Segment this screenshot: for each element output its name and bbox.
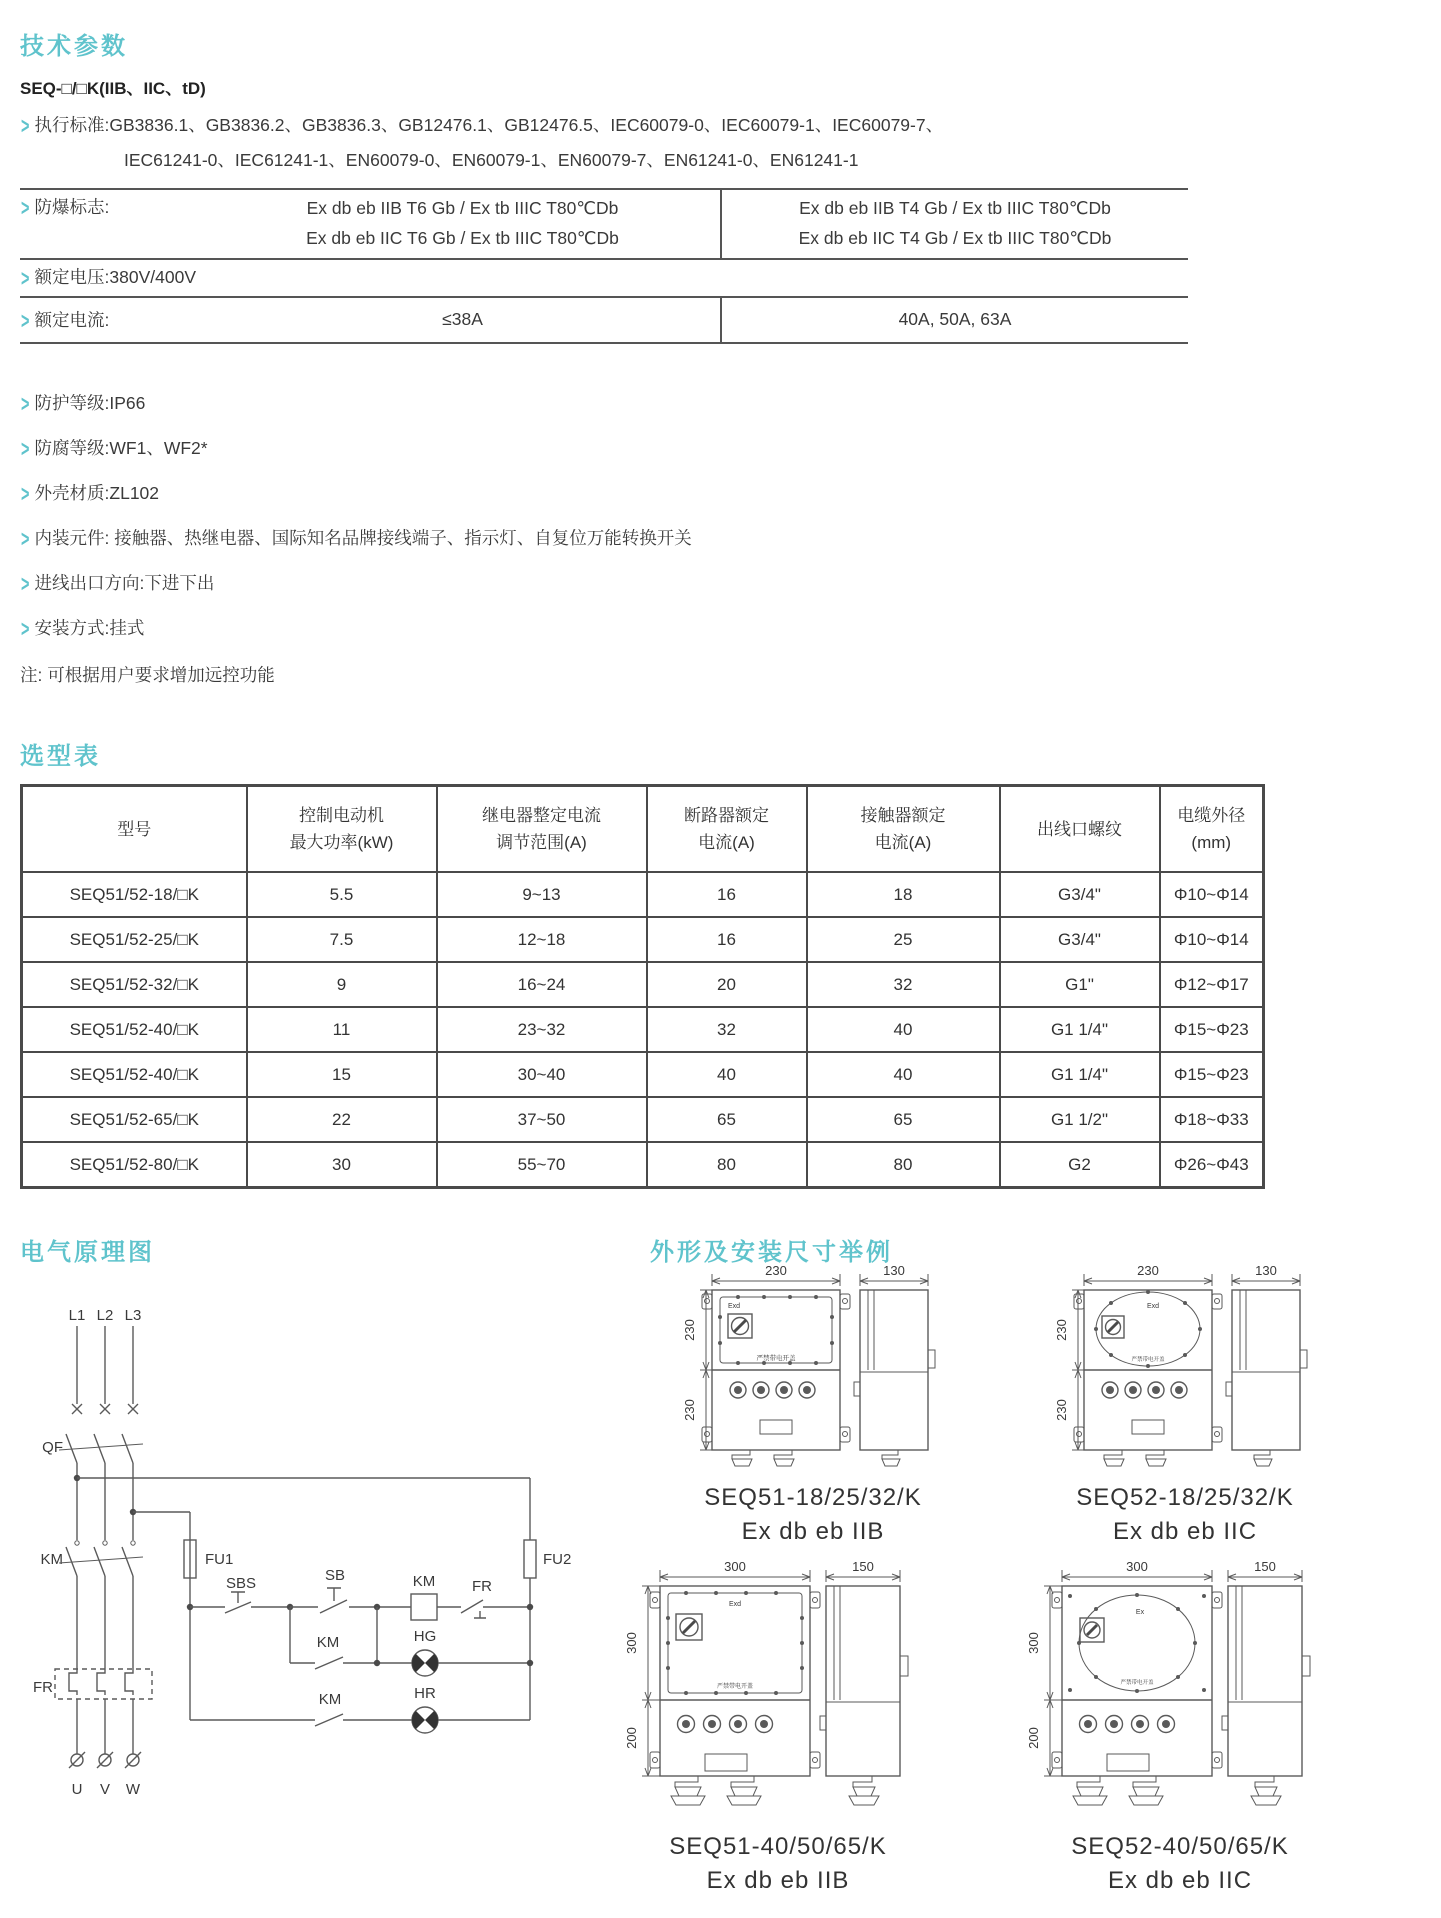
drawing-caption: SEQ51-40/50/65/K [669, 1833, 887, 1860]
table-cell: 32 [647, 1007, 807, 1052]
selection-table-body [22, 872, 1264, 1188]
table-header-cell: 型号 [22, 786, 247, 873]
drawing-ex-mark: Ex db eb IIB [741, 1518, 885, 1545]
table-cell: 80 [647, 1142, 807, 1188]
table-cell: SEQ51/52-80/□K [22, 1142, 247, 1188]
table-cell: 65 [807, 1097, 1000, 1142]
fr-contact-label: FR [472, 1578, 492, 1595]
spec-row-enclosure [20, 480, 1188, 505]
spec-value: 接触器、热继电器、国际知名品牌接线端子、指示灯、自复位万能转换开关 [109, 528, 692, 548]
spec-row-entry [20, 570, 1188, 595]
dim-lower-label: 230 [682, 1399, 697, 1421]
terminal-u-label: U [71, 1781, 83, 1798]
table-cell: 30~40 [437, 1052, 647, 1097]
selection-table [20, 784, 1265, 1189]
selection-table-header-row [22, 786, 1264, 873]
table-cell: 25 [807, 917, 1000, 962]
km-coil-label: KM [412, 1573, 436, 1590]
table-cell: 32 [807, 962, 1000, 1007]
spec-label: 进线出口方向: [34, 573, 145, 593]
sb-label: SB [324, 1567, 346, 1584]
spec-label: 防护等级: [34, 393, 110, 413]
table-cell: 22 [247, 1097, 437, 1142]
drawing-caption: SEQ52-40/50/65/K [1071, 1833, 1289, 1860]
spec-value: 下进下出 [144, 573, 215, 593]
chevron-icon: > [21, 435, 30, 462]
dim-depth-label: 150 [852, 1559, 874, 1574]
dim-depth-label: 150 [1254, 1559, 1276, 1574]
table-cell: SEQ51/52-65/□K [22, 1097, 247, 1142]
dim-width-label: 230 [765, 1263, 787, 1278]
km-aux1-label: KM [316, 1634, 340, 1651]
drawing-ex-mark: Ex db eb IIC [1107, 1867, 1253, 1894]
phase-l2-label: L2 [96, 1307, 114, 1324]
table-cell: 15 [247, 1052, 437, 1097]
spec-value-line2: IEC61241-0、IEC61241-1、EN60079-0、EN60079-1、EN60079-7、EN61241-0、EN61241-1 [124, 150, 859, 170]
terminal-w-label: W [125, 1781, 141, 1798]
drawing-seq52-small-views [1020, 1262, 1350, 1467]
table-cell: G1" [1000, 962, 1160, 1007]
table-row [22, 872, 1264, 917]
dim-width-label: 300 [724, 1559, 746, 1574]
cover-warning-text: 严禁带电开盖 [716, 1684, 754, 1690]
spec-row-components [20, 525, 1188, 550]
table-cell: Φ12~Φ17 [1160, 962, 1264, 1007]
table-cell: 16~24 [437, 962, 647, 1007]
table-cell: 30 [247, 1142, 437, 1188]
table-cell: G1 1/4" [1000, 1007, 1160, 1052]
spec-row-standards [20, 112, 1188, 190]
table-cell: Φ26~Φ43 [1160, 1142, 1264, 1188]
chevron-icon: > [21, 615, 30, 642]
drawing-seq51-large [598, 1556, 958, 1895]
drawing-seq51-large-views [598, 1556, 958, 1816]
chevron-icon: > [21, 194, 30, 221]
model-code: SEQ-□/□K(IIB、IIC、tD) [20, 79, 206, 98]
cover-warning-text: 严禁带电开盖 [1120, 1680, 1154, 1686]
table-cell: SEQ51/52-40/□K [22, 1007, 247, 1052]
table-cell: G1 1/2" [1000, 1097, 1160, 1142]
section-title-selection: 选型表 [20, 743, 101, 770]
table-cell: 16 [647, 872, 807, 917]
table-cell: Φ10~Φ14 [1160, 872, 1264, 917]
spec-row-ip [20, 390, 1188, 415]
table-cell: 11 [247, 1007, 437, 1052]
table-row [22, 1052, 1264, 1097]
table-cell: SEQ51/52-18/□K [22, 872, 247, 917]
chevron-icon: > [21, 307, 30, 334]
spec-label: 安装方式: [34, 618, 110, 638]
spec-row-note [20, 662, 1188, 687]
chevron-icon: > [21, 525, 30, 552]
spec-label: 执行标准: [34, 115, 110, 135]
hg-lamp-label: HG [413, 1628, 437, 1645]
terminal-v-label: V [99, 1781, 111, 1798]
qf-label: QF [42, 1439, 63, 1456]
spec-row-anticorrosion [20, 435, 1188, 460]
dim-lower-label: 200 [1026, 1727, 1041, 1749]
rated-current-left: ≤38A [442, 309, 483, 329]
table-cell: 20 [647, 962, 807, 1007]
chevron-icon: > [21, 570, 30, 597]
fr-relay-label: FR [33, 1679, 53, 1696]
drawing-seq52-large [1000, 1556, 1360, 1895]
table-cell: 55~70 [437, 1142, 647, 1188]
table-header-cell: 电缆外径 (mm) [1160, 786, 1264, 873]
table-cell: Φ10~Φ14 [1160, 917, 1264, 962]
table-cell: 23~32 [437, 1007, 647, 1052]
dim-width-label: 300 [1126, 1559, 1148, 1574]
table-cell: SEQ51/52-32/□K [22, 962, 247, 1007]
spec-label: 额定电流: [34, 310, 110, 330]
ex-marking-left-line1: Ex db eb IIB T6 Gb / Ex tb IIIC T80℃Db [306, 198, 619, 218]
drawing-ex-mark: Ex db eb IIB [706, 1867, 850, 1894]
drawing-ex-mark: Ex db eb IIC [1112, 1518, 1258, 1545]
dim-depth-label: 130 [1255, 1263, 1277, 1278]
table-cell: 9~13 [437, 872, 647, 917]
ex-marking-right-line1: Ex db eb IIB T4 Gb / Ex tb IIIC T80℃Db [799, 198, 1111, 218]
spec-value: WF1、WF2* [109, 438, 208, 458]
table-cell: G3/4" [1000, 872, 1160, 917]
circuit-diagram [25, 1300, 605, 1800]
dim-upper-label: 230 [1054, 1319, 1069, 1341]
spec-label: 防腐等级: [34, 438, 110, 458]
dim-upper-label: 300 [624, 1632, 639, 1654]
spec-label: 外壳材质: [34, 483, 110, 503]
km-aux2-label: KM [318, 1691, 342, 1708]
phase-l3-label: L3 [124, 1307, 142, 1324]
table-cell: Φ18~Φ33 [1160, 1097, 1264, 1142]
spec-value: ZL102 [109, 483, 160, 503]
section-title-circuit: 电气原理图 [20, 1239, 155, 1266]
table-cell: Φ15~Φ23 [1160, 1007, 1264, 1052]
table-cell: 40 [807, 1052, 1000, 1097]
table-cell: 40 [807, 1007, 1000, 1052]
drawing-seq51-small-views [648, 1262, 978, 1467]
spec-row-ex-marking [20, 188, 1188, 260]
table-cell: 65 [647, 1097, 807, 1142]
spec-value: GB3836.1、GB3836.2、GB3836.3、GB12476.1、GB12476.5、IEC60079-0、IEC60079-1、IEC60079-7、 [109, 115, 944, 135]
table-cell: 7.5 [247, 917, 437, 962]
table-row [22, 917, 1264, 962]
table-cell: 12~18 [437, 917, 647, 962]
section-title-tech-params: 技术参数 [20, 33, 128, 60]
chevron-icon: > [21, 265, 30, 291]
rated-current-right: 40A, 50A, 63A [898, 309, 1012, 329]
dim-lower-label: 200 [624, 1727, 639, 1749]
cover-ex-label: Exd [1146, 1303, 1160, 1310]
drawing-caption: SEQ51-18/25/32/K [704, 1484, 922, 1511]
km-main-label: KM [40, 1551, 63, 1568]
note-text: 注: 可根据用户要求增加远控功能 [20, 665, 275, 685]
table-header-cell: 出线口螺纹 [1000, 786, 1160, 873]
dim-upper-label: 230 [682, 1319, 697, 1341]
dim-lower-label: 230 [1054, 1399, 1069, 1421]
fu1-label: FU1 [205, 1551, 234, 1568]
table-cell: G3/4" [1000, 917, 1160, 962]
dim-width-label: 230 [1137, 1263, 1159, 1278]
dim-depth-label: 130 [883, 1263, 905, 1278]
table-cell: SEQ51/52-25/□K [22, 917, 247, 962]
table-header-cell: 继电器整定电流 调节范围(A) [437, 786, 647, 873]
drawing-caption: SEQ52-18/25/32/K [1076, 1484, 1294, 1511]
table-cell: 16 [647, 917, 807, 962]
phase-l1-label: L1 [68, 1307, 86, 1324]
cover-ex-label: Ex [1135, 1609, 1145, 1616]
sbs-label: SBS [225, 1575, 257, 1592]
spec-label: 额定电压: [34, 267, 110, 287]
table-cell: 5.5 [247, 872, 437, 917]
spec-value: IP66 [109, 393, 146, 413]
spec-value: 380V/400V [109, 267, 196, 287]
cover-warning-text: 严禁带电开盖 [1131, 1357, 1165, 1363]
drawing-seq52-large-views [1000, 1556, 1360, 1816]
spec-row-rated-voltage [20, 258, 1188, 298]
section-title-drawings: 外形及安装尺寸举例 [650, 1239, 893, 1266]
table-cell: 18 [807, 872, 1000, 917]
chevron-icon: > [21, 390, 30, 417]
drawing-seq52-small [1020, 1262, 1350, 1546]
dim-upper-label: 300 [1026, 1632, 1041, 1654]
spec-label: 内装元件: [34, 528, 110, 548]
hr-lamp-label: HR [414, 1685, 436, 1702]
table-cell: Φ15~Φ23 [1160, 1052, 1264, 1097]
table-row [22, 1097, 1264, 1142]
ex-marking-right-line2: Ex db eb IIC T4 Gb / Ex tb IIIC T80℃Db [798, 228, 1112, 248]
table-cell: 37~50 [437, 1097, 647, 1142]
table-cell: SEQ51/52-40/□K [22, 1052, 247, 1097]
table-cell: G1 1/4" [1000, 1052, 1160, 1097]
spec-value: 挂式 [109, 618, 145, 638]
spec-row-mounting [20, 615, 1188, 640]
cover-ex-label: Exd [728, 1601, 742, 1608]
table-cell: G2 [1000, 1142, 1160, 1188]
table-cell: 40 [647, 1052, 807, 1097]
chevron-icon: > [21, 480, 30, 507]
ex-marking-left-line2: Ex db eb IIC T6 Gb / Ex tb IIIC T80℃Db [306, 228, 619, 248]
table-header-cell: 接触器额定 电流(A) [807, 786, 1000, 873]
drawing-seq51-small [648, 1262, 978, 1546]
spec-label: 防爆标志: [34, 197, 110, 217]
table-row [22, 962, 1264, 1007]
spec-row-rated-current [20, 296, 1188, 344]
table-row [22, 1007, 1264, 1052]
chevron-icon: > [21, 112, 30, 139]
cover-warning-text: 严禁带电开盖 [756, 1355, 796, 1362]
table-cell: 9 [247, 962, 437, 1007]
table-cell: 80 [807, 1142, 1000, 1188]
table-header-cell: 断路器额定 电流(A) [647, 786, 807, 873]
table-header-cell: 控制电动机 最大功率(kW) [247, 786, 437, 873]
cover-ex-label: Exd [728, 1303, 741, 1310]
table-row [22, 1142, 1264, 1188]
fu2-label: FU2 [543, 1551, 572, 1568]
